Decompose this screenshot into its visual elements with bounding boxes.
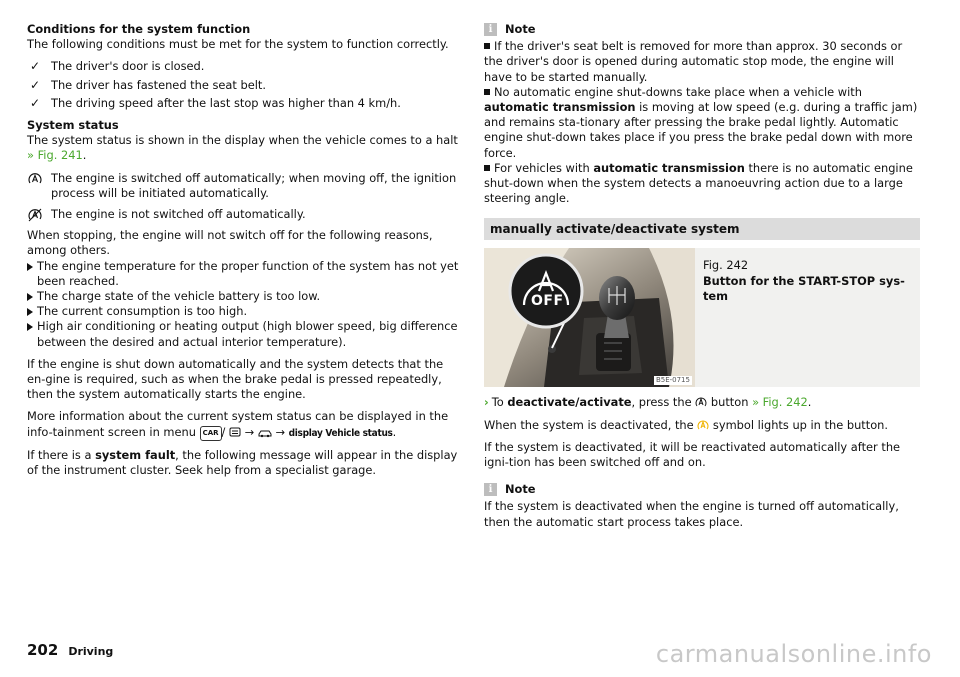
reason-item: The charge state of the vehicle battery is too low. [27, 289, 462, 304]
note-heading: i Note [484, 22, 920, 37]
fig-242-link[interactable]: » Fig. 242 [752, 395, 808, 410]
reactivated-paragraph: If the system is deactivated, it will be reactivated automatically after the igni-tion has been switched off and on. [484, 439, 901, 470]
reason-item: The engine temperature for the proper function of the system has not yet been reached. [27, 259, 462, 289]
reasons-list [27, 259, 462, 350]
step-arrow-icon: › [484, 395, 489, 410]
menu-path-end: display Vehicle status [288, 427, 393, 439]
watermark: carmanualsonline.info [655, 640, 932, 668]
off-button-label: OFF [531, 293, 564, 310]
car-menu-button: CAR [200, 426, 222, 441]
conditions-intro: The following conditions must be met for the system to function correctly. [27, 37, 449, 52]
vehicle-settings-icon [229, 426, 241, 438]
status-list [27, 171, 462, 223]
note-item [484, 161, 920, 207]
start-stop-button-image [484, 248, 695, 387]
conditions-title: Conditions for the system function [27, 22, 251, 36]
restart-paragraph: If the engine is shut down automatically and the system detects that the en-gine is required, such as when the brake pedal is pressed repeatedly, then the system automatically starts the engine. [27, 356, 444, 402]
figure-caption [695, 248, 920, 387]
fig-241-link[interactable]: » Fig. 241 [27, 148, 83, 163]
page-number: 202 [27, 641, 59, 659]
note-text: No automatic engine shut-downs take place when a vehicle with [494, 84, 862, 99]
conditions-list [27, 59, 462, 111]
section-heading: manually activate/deactivate system [484, 218, 920, 240]
vehicle-status-icon [258, 426, 272, 438]
condition-item: ✓ The driver's door is closed. [27, 59, 462, 74]
more-info-paragraph: More information about the current system status can be displayed in the info-tainment screen in menu CAR / → → display Vehicle status. [27, 409, 449, 439]
figure-title: Button for the START-STOP sys-tem [702, 273, 905, 303]
figure-number: Fig. 242 [702, 258, 749, 273]
status-intro: The system status is shown in the display when the vehicle comes to a halt » Fig. 241. [27, 133, 458, 163]
page-footer [27, 643, 113, 659]
fault-paragraph: If there is a system fault, the following message will appear in the display of the instrument cluster. Seek help from a specialist garage. [27, 447, 458, 478]
menu-arrow-icon: → [244, 424, 255, 439]
footer-section: Driving [68, 645, 114, 658]
status-title: System status [27, 118, 119, 133]
note-text: there is no automatic engine shut-down when the system detects a manoeuvring action due to a large steering angle. [484, 160, 913, 206]
start-stop-crossed-icon [27, 208, 43, 222]
reason-item: The current consumption is too high. [27, 304, 462, 319]
note-text: For vehicles with [494, 160, 594, 175]
note-item [484, 85, 920, 161]
note-text: automatic transmission [593, 160, 745, 175]
start-stop-button-icon [695, 396, 707, 408]
reasons-intro: When stopping, the engine will not switch off for the following reasons, among others. [27, 228, 433, 258]
left-column [27, 22, 462, 485]
figure-242 [484, 248, 920, 387]
note-body [484, 39, 920, 206]
info-icon: i [484, 23, 497, 36]
deactivated-paragraph: When the system is deactivated, the symbol lights up in the button. [484, 417, 889, 432]
bullet-square-icon [484, 89, 490, 95]
note-body: If the system is deactivated when the engine is turned off automatically, then the automatic start process takes place. [484, 499, 899, 529]
condition-item: ✓ The driving speed after the last stop was higher than 4 km/h. [27, 96, 462, 111]
note-heading: i Note [484, 482, 920, 497]
reason-item: High air conditioning or heating output (high blower speed, big difference between the desired and actual interior temperature). [27, 319, 462, 349]
right-column [484, 22, 920, 537]
note-item [484, 39, 920, 85]
note-text: is moving at low speed (e.g. during a traffic jam) and remains sta-tionary after pressing the brake pedal lightly. Automatic engine shut-down takes place if you press the brake pedal down with more force. [484, 100, 918, 160]
condition-item: ✓ The driver has fastened the seat belt. [27, 78, 462, 93]
note-text: If the driver's seat belt is removed for more than approx. 30 seconds or the driver's door is opened during automatic stop mode, the engine will have to be started manually. [484, 39, 903, 84]
note-text: automatic transmission [484, 100, 636, 115]
status-item-crossed: The engine is not switched off automatically. [27, 207, 462, 222]
info-icon: i [484, 483, 497, 496]
bullet-square-icon [484, 165, 490, 171]
bullet-square-icon [484, 43, 490, 49]
car-interior-illustration [484, 248, 695, 387]
step-instruction: › To deactivate/activate, press the button » Fig. 242. [484, 395, 812, 410]
start-stop-active-icon [27, 172, 43, 186]
menu-arrow-icon: → [275, 424, 285, 439]
figure-code: B5E-0715 [655, 376, 690, 385]
start-stop-lit-icon [697, 419, 709, 431]
status-item-active: The engine is switched off automatically; when moving off, the ignition process will be initiated automatically. [27, 171, 462, 201]
